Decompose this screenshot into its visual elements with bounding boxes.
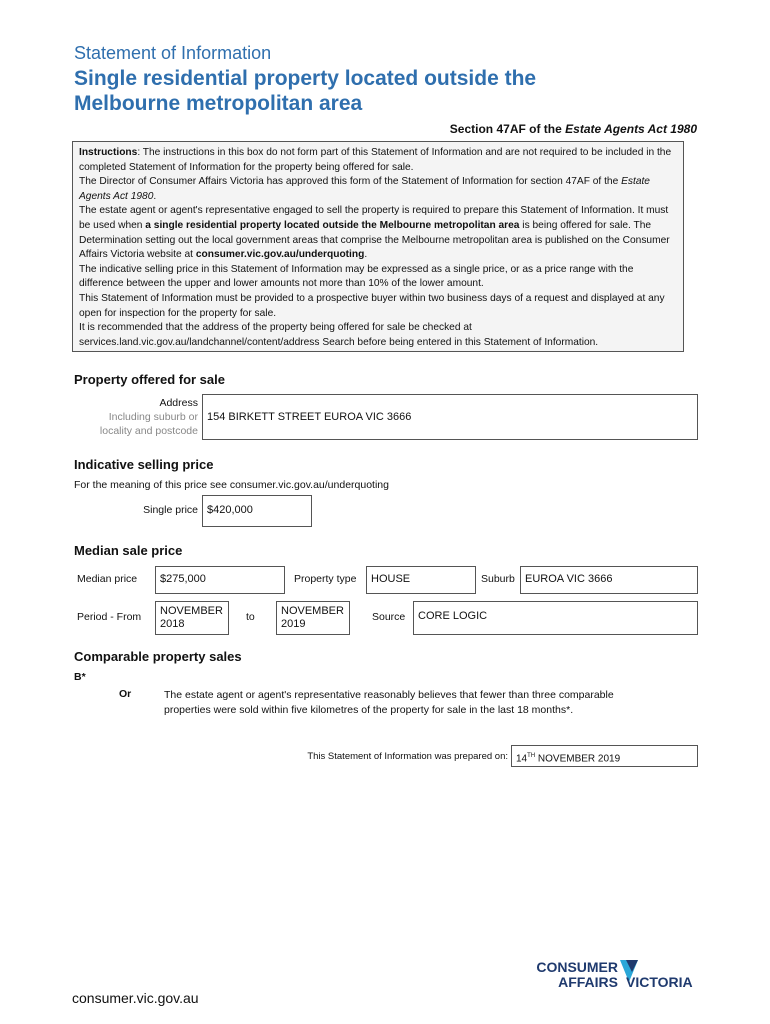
period-to-year: 2019 bbox=[281, 618, 306, 630]
property-type-field[interactable]: HOUSE bbox=[366, 566, 476, 594]
instructions-p1-text: : The instructions in this box do not form part of this Statement of Information and are not required to be included in the completed Statement of Information for the property being offered for sale. bbox=[79, 147, 672, 173]
title-line-1: Single residential property located outside the bbox=[74, 67, 537, 90]
logo-text-consumer: CONSUMER bbox=[536, 959, 618, 975]
prepared-on-field[interactable] bbox=[511, 745, 698, 767]
instructions-p4: The indicative selling price in this Statement of Information may be expressed as a single price, or as a price range with the difference between the upper and lower amounts not more than 10% of the lower amount. bbox=[79, 263, 634, 290]
period-from-field[interactable] bbox=[155, 601, 229, 635]
instructions-p3-bold: a single residential property located outside the Melbourne metropolitan area bbox=[145, 219, 520, 231]
underquoting-link[interactable]: consumer.vic.gov.au/underquoting bbox=[195, 249, 365, 261]
period-from-label: Period - From bbox=[77, 611, 142, 623]
instructions-p1 bbox=[79, 146, 677, 175]
section-reference bbox=[450, 122, 697, 136]
address-hint-1: Including suburb or bbox=[108, 411, 198, 423]
prepared-day-suffix: TH bbox=[527, 753, 536, 759]
period-to-label: to bbox=[246, 611, 255, 623]
comparable-statement bbox=[164, 688, 684, 718]
section-act: Estate Agents Act 1980 bbox=[565, 122, 697, 136]
instructions-box bbox=[72, 141, 684, 352]
suburb-field[interactable]: EUROA VIC 3666 bbox=[520, 566, 698, 594]
statement-of-information-label: Statement of Information bbox=[74, 43, 272, 63]
instructions-p6: It is recommended that the address of the property being offered for sale be checked at services.land.vic.gov.au/landchannel/content/address Search before being entered in this Statement of Information. bbox=[79, 322, 599, 348]
comparable-heading: Comparable property sales bbox=[74, 649, 242, 664]
instructions-p2-end: . bbox=[153, 190, 157, 202]
median-price-field[interactable]: $275,000 bbox=[155, 566, 285, 594]
period-to-field[interactable] bbox=[276, 601, 350, 635]
comparable-statement-line-1: The estate agent or agent's representative reasonably believes that fewer than three comparable bbox=[164, 689, 614, 701]
prepared-on-label: This Statement of Information was prepared on: bbox=[307, 751, 508, 762]
instructions-p2-act: Estate Agents Act 1980 bbox=[79, 176, 650, 202]
address-field[interactable]: 154 BIRKETT STREET EUROA VIC 3666 bbox=[202, 394, 698, 440]
instructions-p2 bbox=[79, 175, 677, 204]
prepared-month-year: NOVEMBER 2019 bbox=[535, 753, 621, 765]
instructions-p3 bbox=[79, 204, 677, 262]
median-heading: Median sale price bbox=[74, 543, 183, 558]
title-line-2: Melbourne metropolitan area bbox=[74, 92, 363, 115]
source-field[interactable]: CORE LOGIC bbox=[413, 601, 698, 635]
instructions-p3-b: is being offered for sale. The Determination setting out the local government areas that comprise the Melbourne metropolitan area is published on the Consumer Affairs Victoria website at bbox=[79, 219, 670, 261]
cav-logo-graphic bbox=[528, 958, 703, 994]
instructions-bold: Instructions bbox=[79, 147, 138, 158]
instructions-p2-text: The Director of Consumer Affairs Victoria has approved this form of the Statement of Information for section 47AF of the bbox=[79, 176, 622, 188]
footer-url[interactable]: consumer.vic.gov.au bbox=[72, 990, 199, 1006]
source-label: Source bbox=[372, 611, 406, 623]
section-prefix: Section 47AF of the bbox=[449, 122, 566, 136]
consumer-affairs-victoria-logo bbox=[528, 958, 703, 994]
prepared-day: 14 bbox=[516, 753, 528, 765]
single-price-field[interactable]: $420,000 bbox=[202, 495, 312, 527]
comparable-statement-line-2: properties were sold within five kilometres of the property for sale in the last 18 months*. bbox=[164, 704, 574, 716]
single-price-label: Single price bbox=[143, 504, 198, 516]
option-b-label: B* bbox=[74, 671, 86, 683]
suburb-label: Suburb bbox=[481, 573, 515, 585]
indicative-heading: Indicative selling price bbox=[74, 457, 214, 472]
instructions-p5: This Statement of Information must be provided to a prospective buyer within two business days of a request and displayed at any open for inspection for the property for sale. bbox=[79, 292, 665, 319]
logo-text-affairs: AFFAIRS bbox=[558, 974, 618, 990]
page-title bbox=[74, 66, 674, 116]
property-heading: Property offered for sale bbox=[74, 372, 225, 387]
instructions-p3-end: . bbox=[364, 249, 368, 261]
instructions-p3-a: The estate agent or agent's representative engaged to sell the property is required to prepare this Statement of Information. It must be used when bbox=[79, 205, 669, 231]
logo-text-victoria: VICTORIA bbox=[626, 974, 693, 990]
period-from-month: NOVEMBER bbox=[160, 605, 223, 617]
period-to-month: NOVEMBER bbox=[281, 605, 344, 617]
address-hint-2: locality and postcode bbox=[99, 425, 198, 437]
property-type-label: Property type bbox=[294, 573, 357, 585]
period-from-year: 2018 bbox=[160, 618, 185, 630]
address-label: Address bbox=[159, 397, 198, 409]
option-or-label: Or bbox=[119, 688, 132, 700]
indicative-note: For the meaning of this price see consumer.vic.gov.au/underquoting bbox=[74, 479, 389, 491]
median-price-label: Median price bbox=[77, 573, 138, 585]
